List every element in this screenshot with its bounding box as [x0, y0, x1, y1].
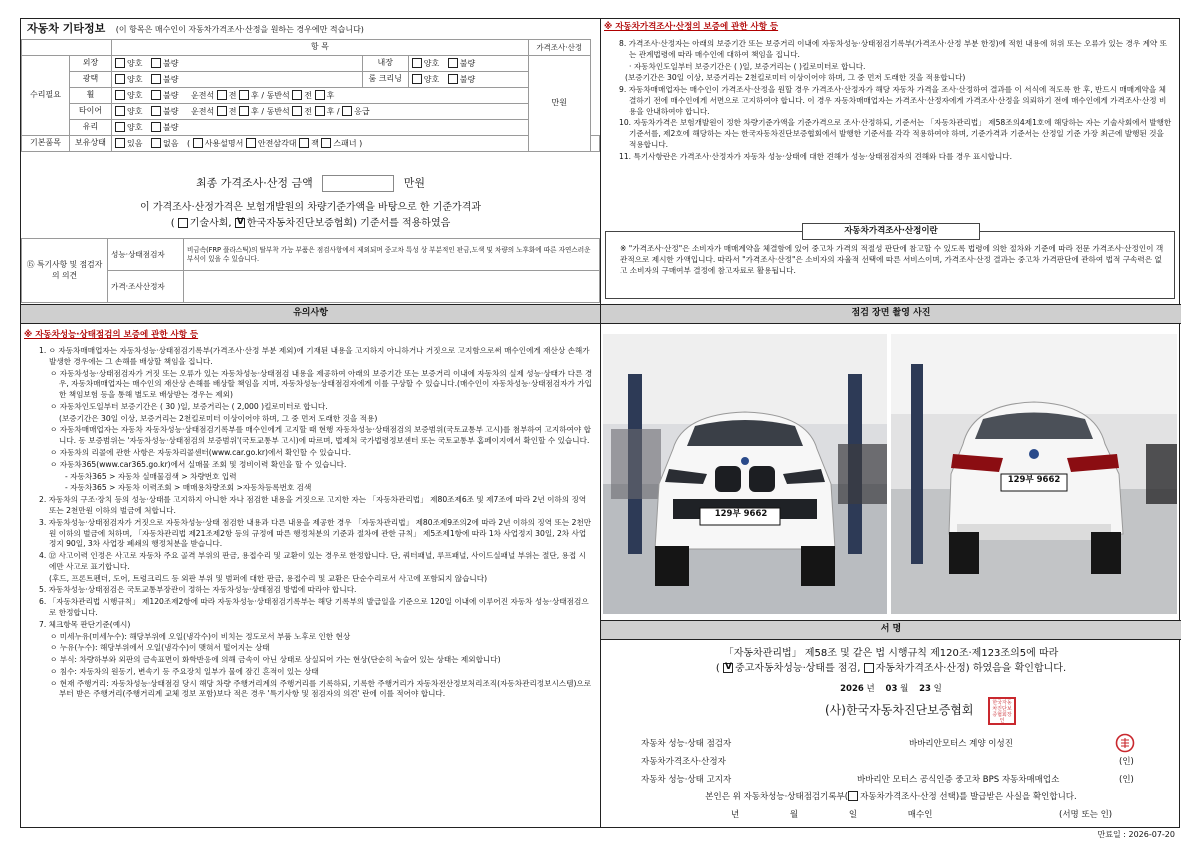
- definition-box: [605, 226, 1175, 299]
- row-interior: 내장: [362, 56, 408, 72]
- row-gloss: 광택: [70, 72, 112, 88]
- standard-tail: ) 기준서를 적용하였음: [353, 218, 451, 229]
- price-guarantee-section: [601, 19, 1181, 304]
- document-frame: [20, 18, 1180, 839]
- opt-label: 불량: [163, 106, 179, 116]
- signature-bar: 서 명: [601, 620, 1181, 640]
- rear-label: 후: [326, 90, 335, 100]
- item-9: 9. 자동차매매업자는 매수인이 가격조사·산정을 원할 경우 가격조사·산정자가 해당 자동차 가격을 조사·산정하여 결과를 이 서식에 적도록 한 후, 반드시 매매계약을 체결하기 전에 매수인에게 서면으로 고지하여야 합니다. 이 경우 자동차매매업자는 가격조사·산정자에게 가격조사·산정을 의뢰하기 전에 매수인에게 가격조사·산정 비용을 안내하여야 합니다.: [619, 85, 1167, 116]
- notice-1c: ㅇ 자동차인도일부터 보증기간은 ( 30 )일, 보증거리는 ( 2,000 )킬로미터로 합니다.: [50, 401, 328, 411]
- opt-label: 양호: [423, 74, 440, 84]
- standard-kadi-checkbox[interactable]: [235, 218, 245, 228]
- opt-label: 양호: [127, 58, 143, 68]
- spanner-checkbox[interactable]: [321, 138, 331, 148]
- final-price-row: [21, 175, 600, 192]
- final-price-label: 최종 가격조사·산정 금액: [195, 176, 313, 190]
- final-price-input[interactable]: [322, 175, 394, 192]
- etc-info-table: 항 목 가격조사·산정 수리필요 외장 양호 불량 내장 양호 불량 만원 광택 양호 불량 룸 크리닝 양호 불량 휠 양호 불량 운전석 전 후 / 동반석 전 후 타이어 양호 불량 운전석 전 후 / 동반석 전 후 / 응급 유리 양호 불량 기본품목 보유상태 있음 없음 ( 사용설명서 안전삼각대 잭 스패너 ): [21, 39, 600, 152]
- notice-1e: ㅇ 자동차매매업자는 자동차 자동차성능·상태점검기록부를 매수인에게 고지할 때 현행 자동차성능·상태점검의 보증범위(국토교통부 고시)를 첨부하여 고지하여야 합니다. 동 보증범위는 '자동차성능·상태점검의 보증범위'(국토교통부 고시)에 따르며, 법제처 국가법령정보센터 또는 국토교통부 홈페이지에서 확인할 수 있습니다.: [50, 425, 591, 446]
- opt-label: 불량: [163, 74, 179, 84]
- expiry-date: 만료일 : 2026-07-20: [1097, 830, 1175, 839]
- sig-row2-label: 자동차가격조사·산정자: [641, 757, 726, 767]
- notice-7e: ㅇ 현재 주행거리: 자동차성능·상태점검 당시 해당 차량 주행거리계의 주행거리를 기록하되, 기록한 주행거리가 자동차전산정보처리조직(자동차관리정보시스템)으로부터 받은 주행거리(주행거리계 교체 정보 포함)보다 적은 경우 '특기사항 및 점검자의 의견' 란에 이를 적어야 합니다.: [50, 678, 592, 699]
- opt-label: 불량: [163, 90, 179, 100]
- final-price-unit: 만원: [403, 176, 425, 190]
- opt-label: 불량: [163, 122, 179, 132]
- item-10: 10. 자동차가격은 보험개발원이 정한 차량기준가액을 기준가격으로 조사·산정하되, 기준서는 「자동차관리법」 제58조의4제1호에 해당하는 자는 기술사회에서 발행한 기준서를, 제2호에 해당하는 자는 한국자동차진단보증협회에서 발행한 기준서를 각각 적용하여야 하며, 기준가격과 기준서는 산정일 기준 가장 최근에 발행된 것을 적용합니다.: [619, 118, 1172, 150]
- rear-label: 후: [251, 106, 259, 116]
- notices-bar: 유의사항: [21, 304, 600, 324]
- tire-pass-rear-checkbox[interactable]: [315, 106, 325, 116]
- front-label: 전: [304, 106, 313, 116]
- passenger-seat-label: 동반석: [266, 106, 290, 116]
- sig-year: 2026: [840, 684, 864, 694]
- tire-emergency-checkbox[interactable]: [342, 106, 352, 116]
- etc-info-section: [21, 19, 600, 304]
- wheel-good-checkbox[interactable]: [115, 90, 125, 100]
- buyer-day-label: 일: [848, 810, 858, 820]
- opt-label: 불량: [163, 58, 179, 68]
- triangle-label: 안전삼각대: [257, 138, 297, 148]
- inspector-seal-icon: [1115, 733, 1135, 753]
- exterior-bad-checkbox[interactable]: [151, 58, 161, 68]
- row-wheel: 휠: [70, 88, 112, 104]
- notice-1: 1. ㅇ 자동차매매업자는 자동차성능·상태점검기록부(가격조사·산정 부분 제외)에 기재된 내용을 고지하지 아니하거나 거짓으로 고지함으로써 매수인에게 재산상 손해가 발생한 경우에는 그 손해를 배상할 책임을 집니다.: [39, 346, 590, 366]
- price-comment[interactable]: [184, 271, 600, 303]
- sig-row2: [641, 757, 1141, 768]
- opt-label: 양호: [127, 90, 143, 100]
- jack-label: 잭: [311, 138, 319, 148]
- front-plate: 129부 9662: [714, 509, 768, 519]
- basic-have-checkbox[interactable]: [115, 138, 125, 148]
- basic-label: 기본품목: [22, 136, 70, 152]
- opt-label: 양호: [127, 106, 143, 116]
- sig-month-unit: 월: [900, 684, 909, 694]
- sig-year-unit: 년: [866, 684, 875, 694]
- wheel-pass-rear-checkbox[interactable]: [315, 90, 325, 100]
- front-label: 전: [304, 90, 313, 100]
- sig-check-performance[interactable]: [723, 663, 733, 673]
- triangle-checkbox[interactable]: [246, 138, 256, 148]
- gloss-bad-checkbox[interactable]: [151, 74, 161, 84]
- notice-7b: ㅇ 누유(누수): 해당부위에서 오일(냉각수)이 맺혀서 떨어지는 상태: [50, 643, 270, 653]
- notice-4b: (후드, 프론트펜더, 도어, 트렁크리드 등 외판 부위 및 범퍼에 대한 판금, 용접수리 및 교환은 단순수리로서 사고에 포함되지 않습니다): [49, 573, 488, 583]
- notices-title: ※ 자동차성능·상태점검의 보증에 관한 사항 등: [24, 330, 199, 340]
- header-item: 항 목: [112, 40, 529, 56]
- sig-receive-b: 자동차가격조사·산정 선택)를 발급받은 사실을 확인합니다.: [860, 792, 1077, 802]
- sig-row3-sign: (인): [1119, 775, 1134, 785]
- item-11: 11. 특기사항란은 가격조사·산정자가 자동차 성능·상태에 대한 견해가 성능·상태점검자의 견해와 다를 경우 표시합니다.: [619, 151, 1013, 161]
- notices-section: [21, 324, 600, 829]
- row-tire: 타이어: [70, 104, 112, 120]
- notice-7d: ㅇ 침수: 자동차의 원동기, 변속기 등 주요장치 일부가 물에 잠긴 흔적이 있는 상태: [50, 666, 319, 676]
- price-unit: 만원: [528, 56, 590, 152]
- rear-car-photo: [891, 334, 1177, 614]
- opt-label: 양호: [423, 58, 440, 68]
- sig-row3-label: 자동차 성능·상태 고지자: [641, 775, 732, 785]
- notice-1i: - 자동차365 > 자동차 이력조회 > 매매용차량조회 >자동차등록번호 검색: [65, 483, 312, 493]
- notice-1b: ㅇ 자동차성능·상태점검자가 거짓 또는 오류가 있는 자동차성능·상태점검 내용을 제공하여 아래의 보증기간 또는 보증거리 이내에 자동차의 실제 성능·상태가 다른 경우, 자동차매매업자는 매수인의 재산상 손해를 배상할 책임을 지며, 자동차성능·상태점검자에게 이를 구상할 수 있습니다.(매수인이 자동차성능·상태점검자가 가입한 책임보험 등을 통해 별도로 배상받는 경우는 제외): [50, 368, 593, 400]
- sig-date: [601, 684, 1181, 695]
- repair-label: 수리필요: [22, 56, 70, 136]
- standard-opt1: 기술사회,: [189, 218, 232, 229]
- item-8: 8. 가격조사·산정자는 아래의 보증기간 또는 보증거리 이내에 자동차성능·상태점검기록부(가격조사·산정 부분 한정)에 적힌 내용에 허위 또는 오류가 있는 경우 계약 또는 관계법령에 따라 매수인에 대하여 책임을 집니다.: [619, 39, 1168, 59]
- exterior-good-checkbox[interactable]: [115, 58, 125, 68]
- item-8-sub1: · 자동차인도일부터 보증기간은 ( )일, 보증거리는 ( )킬로미터로 합니다.: [629, 61, 866, 71]
- opt-label: 양호: [127, 122, 143, 132]
- front-car-image: [603, 334, 887, 614]
- sig-row1-label: 자동차 성능·상태 점검자: [641, 739, 732, 749]
- tire-driver-front-checkbox[interactable]: [217, 106, 227, 116]
- row-glass: 유리: [70, 120, 112, 136]
- sig-row1: [641, 739, 1141, 750]
- notice-7c: ㅇ 부식: 차량하부와 외판의 금속표면이 화학반응에 의해 금속이 아닌 상태로 상실되어 가는 현상(단순히 녹슬어 있는 상태는 제외합니다): [50, 655, 501, 665]
- notice-4: 4. ⑫ 사고이력 인정은 사고로 자동차 주요 골격 부위의 판금, 용접수리 및 교환이 있는 경우로 한정합니다. 단, 쿼터패널, 루프패널, 사이드실패널 부위는 절단, 용접 시에만 사고로 표기합니다.: [39, 551, 586, 571]
- sig-opt2: 자동차가격조사·산정) 하였음을 확인합니다.: [875, 663, 1067, 674]
- basic-none-checkbox[interactable]: [151, 138, 161, 148]
- buyer-label: 매수인: [907, 810, 933, 820]
- sig-opt1: 중고자동차성능·상태를 점검,: [734, 663, 861, 674]
- signature-section: [601, 640, 1181, 839]
- special-label: ⑮ 특기사항 및 점검자의 의견: [22, 239, 108, 303]
- emergency-label: 응급: [354, 106, 370, 116]
- interior-bad-checkbox[interactable]: [448, 58, 458, 68]
- standard-line2: ( 기술사회, V 한국자동차진단보증협회) 기준서를 적용하였음: [21, 217, 600, 230]
- header-price: 가격조사·산정: [528, 40, 590, 56]
- sig-day: 23: [919, 684, 931, 694]
- notice-3: 3. 자동차성능·상태점검자가 거짓으로 자동차성능·상태 점검한 내용과 다른 내용을 제공한 경우 「자동차관리법」 제80조제9조의2에 따라 2년 이하의 징역 또는 2천만원 이하의 벌금에 처하며, 「자동차관리법 제21조제2항 등의 규정에 따른 행정처분의 기준과 절차에 관한 규칙」 제5조제1항에 따라 1차 사업정지 30일, 2차 사업정지 90일, 3차 사업장 폐쇄의 행정처분을 받습니다.: [39, 517, 592, 549]
- passenger-seat-label: 동반석: [266, 90, 290, 100]
- sig-line2: ( V중고자동차성능·상태를 점검, 자동차가격조사·산정) 하였음을 확인합니다.: [601, 662, 1181, 675]
- opt-label: 불량: [459, 58, 476, 68]
- sig-month: 03: [885, 684, 898, 694]
- row-exterior: 외장: [70, 56, 112, 72]
- sig-row2-sign: (인): [1119, 757, 1134, 767]
- price-inspector-label: 가격·조사산정자: [108, 271, 184, 303]
- clean-good-checkbox[interactable]: [412, 74, 422, 84]
- wheel-driver-rear-checkbox[interactable]: [239, 90, 249, 100]
- standard-tech-checkbox[interactable]: [178, 218, 188, 228]
- rear-plate: 129부 9662: [1007, 475, 1061, 485]
- manual-label: 사용설명서: [204, 138, 244, 148]
- interior-good-checkbox[interactable]: [412, 58, 422, 68]
- opt-label: 양호: [127, 74, 143, 84]
- notice-2: 2. 자동차의 구조·장치 등의 성능·상태를 고지하지 아니한 자나 점검한 내용을 거짓으로 고지한 자는 「자동차관리법」 제80조제6조 및 제7조에 따라 2년 이하의 징역 또는 2천만원 이하의 벌금에 처합니다.: [39, 495, 587, 515]
- sig-row3-value: 바바리안 모터스 공식인증 중고차 BPS 자동차매매업소: [857, 775, 1060, 785]
- buyer-sign: (서명 또는 인): [1059, 810, 1113, 820]
- opt-label: 불량: [459, 74, 476, 84]
- notices-body: [35, 346, 593, 701]
- rear-label: 후: [326, 106, 335, 116]
- notice-6: 6. 「자동차관리법 시행규칙」 제120조제2항에 따라 자동차성능·상태점검기록부는 해당 기록부의 발급일을 기준으로 120일 이내에 이루어진 자동차 성능·상태점검으로 한정합니다.: [39, 597, 589, 617]
- notice-1f: ㅇ 자동차의 리콜에 관한 사항은 자동차리콜센터(www.car.go.kr)에서 확인할 수 있습니다.: [50, 448, 351, 458]
- wheel-bad-checkbox[interactable]: [151, 90, 161, 100]
- sig-line1: 「자동차관리법」 제58조 및 같은 법 시행규칙 제120조·제123조의5에 따라: [723, 648, 1059, 659]
- wheel-driver-front-checkbox[interactable]: [217, 90, 227, 100]
- notice-7: 7. 체크항목 판단기준(예시): [39, 619, 131, 629]
- glass-good-checkbox[interactable]: [115, 122, 125, 132]
- photos-bar: 점검 장면 촬영 사진: [601, 304, 1181, 324]
- clean-bad-checkbox[interactable]: [448, 74, 458, 84]
- sig-buyer-row: [731, 810, 1161, 821]
- sig-org: (사)한국자동차진단보증협회: [825, 703, 974, 717]
- rear-label: 후: [251, 90, 259, 100]
- opt-label: 없음: [163, 138, 179, 148]
- sig-row1-value: 바바리안모터스 계양 이성진: [909, 739, 1013, 749]
- sig-receive-a: 본인은 위 자동차성능·상태점검기록부(: [705, 792, 849, 802]
- rear-car-image: [891, 334, 1177, 614]
- buyer-year-label: 년: [731, 810, 740, 820]
- standard-opt2: 한국자동차진단보증협회: [246, 218, 354, 229]
- front-car-photo: [603, 334, 887, 614]
- notice-1h: - 자동차365 > 자동차 실매물검색 > 차량번호 입력: [65, 471, 237, 481]
- org-seal-icon: 한국자동차진단보증협회장인: [988, 697, 1016, 725]
- definition-text: ※ "가격조사·산정"은 소비자가 매매계약을 체결함에 있어 중고차 가격의 적절성 판단에 참고할 수 있도록 법령에 의한 절차와 기준에 따라 전문 가격조사·산정인이 객관적으로 제시한 가액입니다. 따라서 "가격조사·산정"은 소비자의 자율적 선택에 따른 서비스이며, 가격조사·산정 결과는 중고차 가격판단에 관하여 법적 구속력은 없고 소비자의 구매여부 결정에 참고자료로 활용됩니다.: [620, 244, 1164, 275]
- opt-label: 있음: [127, 138, 143, 148]
- etc-info-title: 자동차 기타정보: [27, 22, 106, 35]
- sig-receive: [601, 791, 1181, 803]
- gloss-good-checkbox[interactable]: [115, 74, 125, 84]
- price-guarantee-body: [615, 39, 1173, 164]
- price-guarantee-title: ※ 자동차가격조사·산정의 보증에 관한 사항 등: [604, 22, 779, 32]
- notice-5: 5. 자동차성능·상태점검은 국토교통부장관이 정하는 자동차성능·상태점검 방법에 따라야 합니다.: [39, 585, 357, 595]
- notice-1g: ㅇ 자동차365(www.car365.go.kr)에서 실매물 조회 및 정비이력 확인을 할 수 있습니다.: [50, 459, 347, 469]
- row-room-clean: 룸 크리닝: [362, 72, 408, 88]
- perf-inspector-label: 성능·상태점검자: [108, 239, 184, 271]
- spanner-label: 스패너: [333, 138, 357, 148]
- sig-check-price[interactable]: [864, 663, 874, 673]
- sig-row3: [641, 775, 1141, 786]
- notice-1d: (보증기간은 30일 이상, 보증거리는 2천킬로미터 이상이어야 하며, 그 중 먼저 도래한 것을 적용): [59, 413, 378, 423]
- special-notes-table: [21, 238, 600, 303]
- etc-info-note: (이 항목은 매수인이 자동차가격조사·산정을 원하는 경우에만 적습니다): [115, 25, 364, 34]
- wheel-pass-front-checkbox[interactable]: [292, 90, 302, 100]
- item-8-sub2: (보증기간은 30일 이상, 보증거리는 2천킬로미터 이상이어야 하며, 그 중 먼저 도래한 것을 적용합니다): [625, 73, 966, 83]
- sig-receive-checkbox[interactable]: [848, 791, 858, 801]
- tire-good-checkbox[interactable]: [115, 106, 125, 116]
- sig-day-unit: 일: [933, 684, 942, 694]
- tire-driver-rear-checkbox[interactable]: [239, 106, 249, 116]
- buyer-month-label: 월: [789, 810, 799, 820]
- definition-title: 자동차가격조사·산정이란: [802, 223, 980, 240]
- row-possession: 보유상태: [70, 136, 112, 152]
- notice-7a: ㅇ 미세누유(미세누수): 해당부위에 오일(냉각수)이 비치는 정도로서 부품 노후로 인한 현상: [50, 631, 351, 641]
- standard-line1: 이 가격조사·산정가격은 보험개발원의 차량기준가액을 바탕으로 한 기준가격과: [139, 202, 482, 213]
- jack-checkbox[interactable]: [299, 138, 309, 148]
- driver-seat-label: 운전석: [191, 106, 215, 116]
- driver-seat-label: 운전석: [191, 90, 215, 100]
- perf-comment: 비금속(FRP 플라스틱)의 탈부착 가능 부품은 점검사항에서 제외되며 중고차 특성 상 부분적인 판금,도색 및 차량의 노후화에 따른 자연스러운 부식이 있을 수 있습니다.: [184, 239, 600, 271]
- tire-bad-checkbox[interactable]: [151, 106, 161, 116]
- front-label: 전: [228, 106, 237, 116]
- glass-bad-checkbox[interactable]: [151, 122, 161, 132]
- tire-pass-front-checkbox[interactable]: [292, 106, 302, 116]
- manual-checkbox[interactable]: [193, 138, 203, 148]
- front-label: 전: [228, 90, 237, 100]
